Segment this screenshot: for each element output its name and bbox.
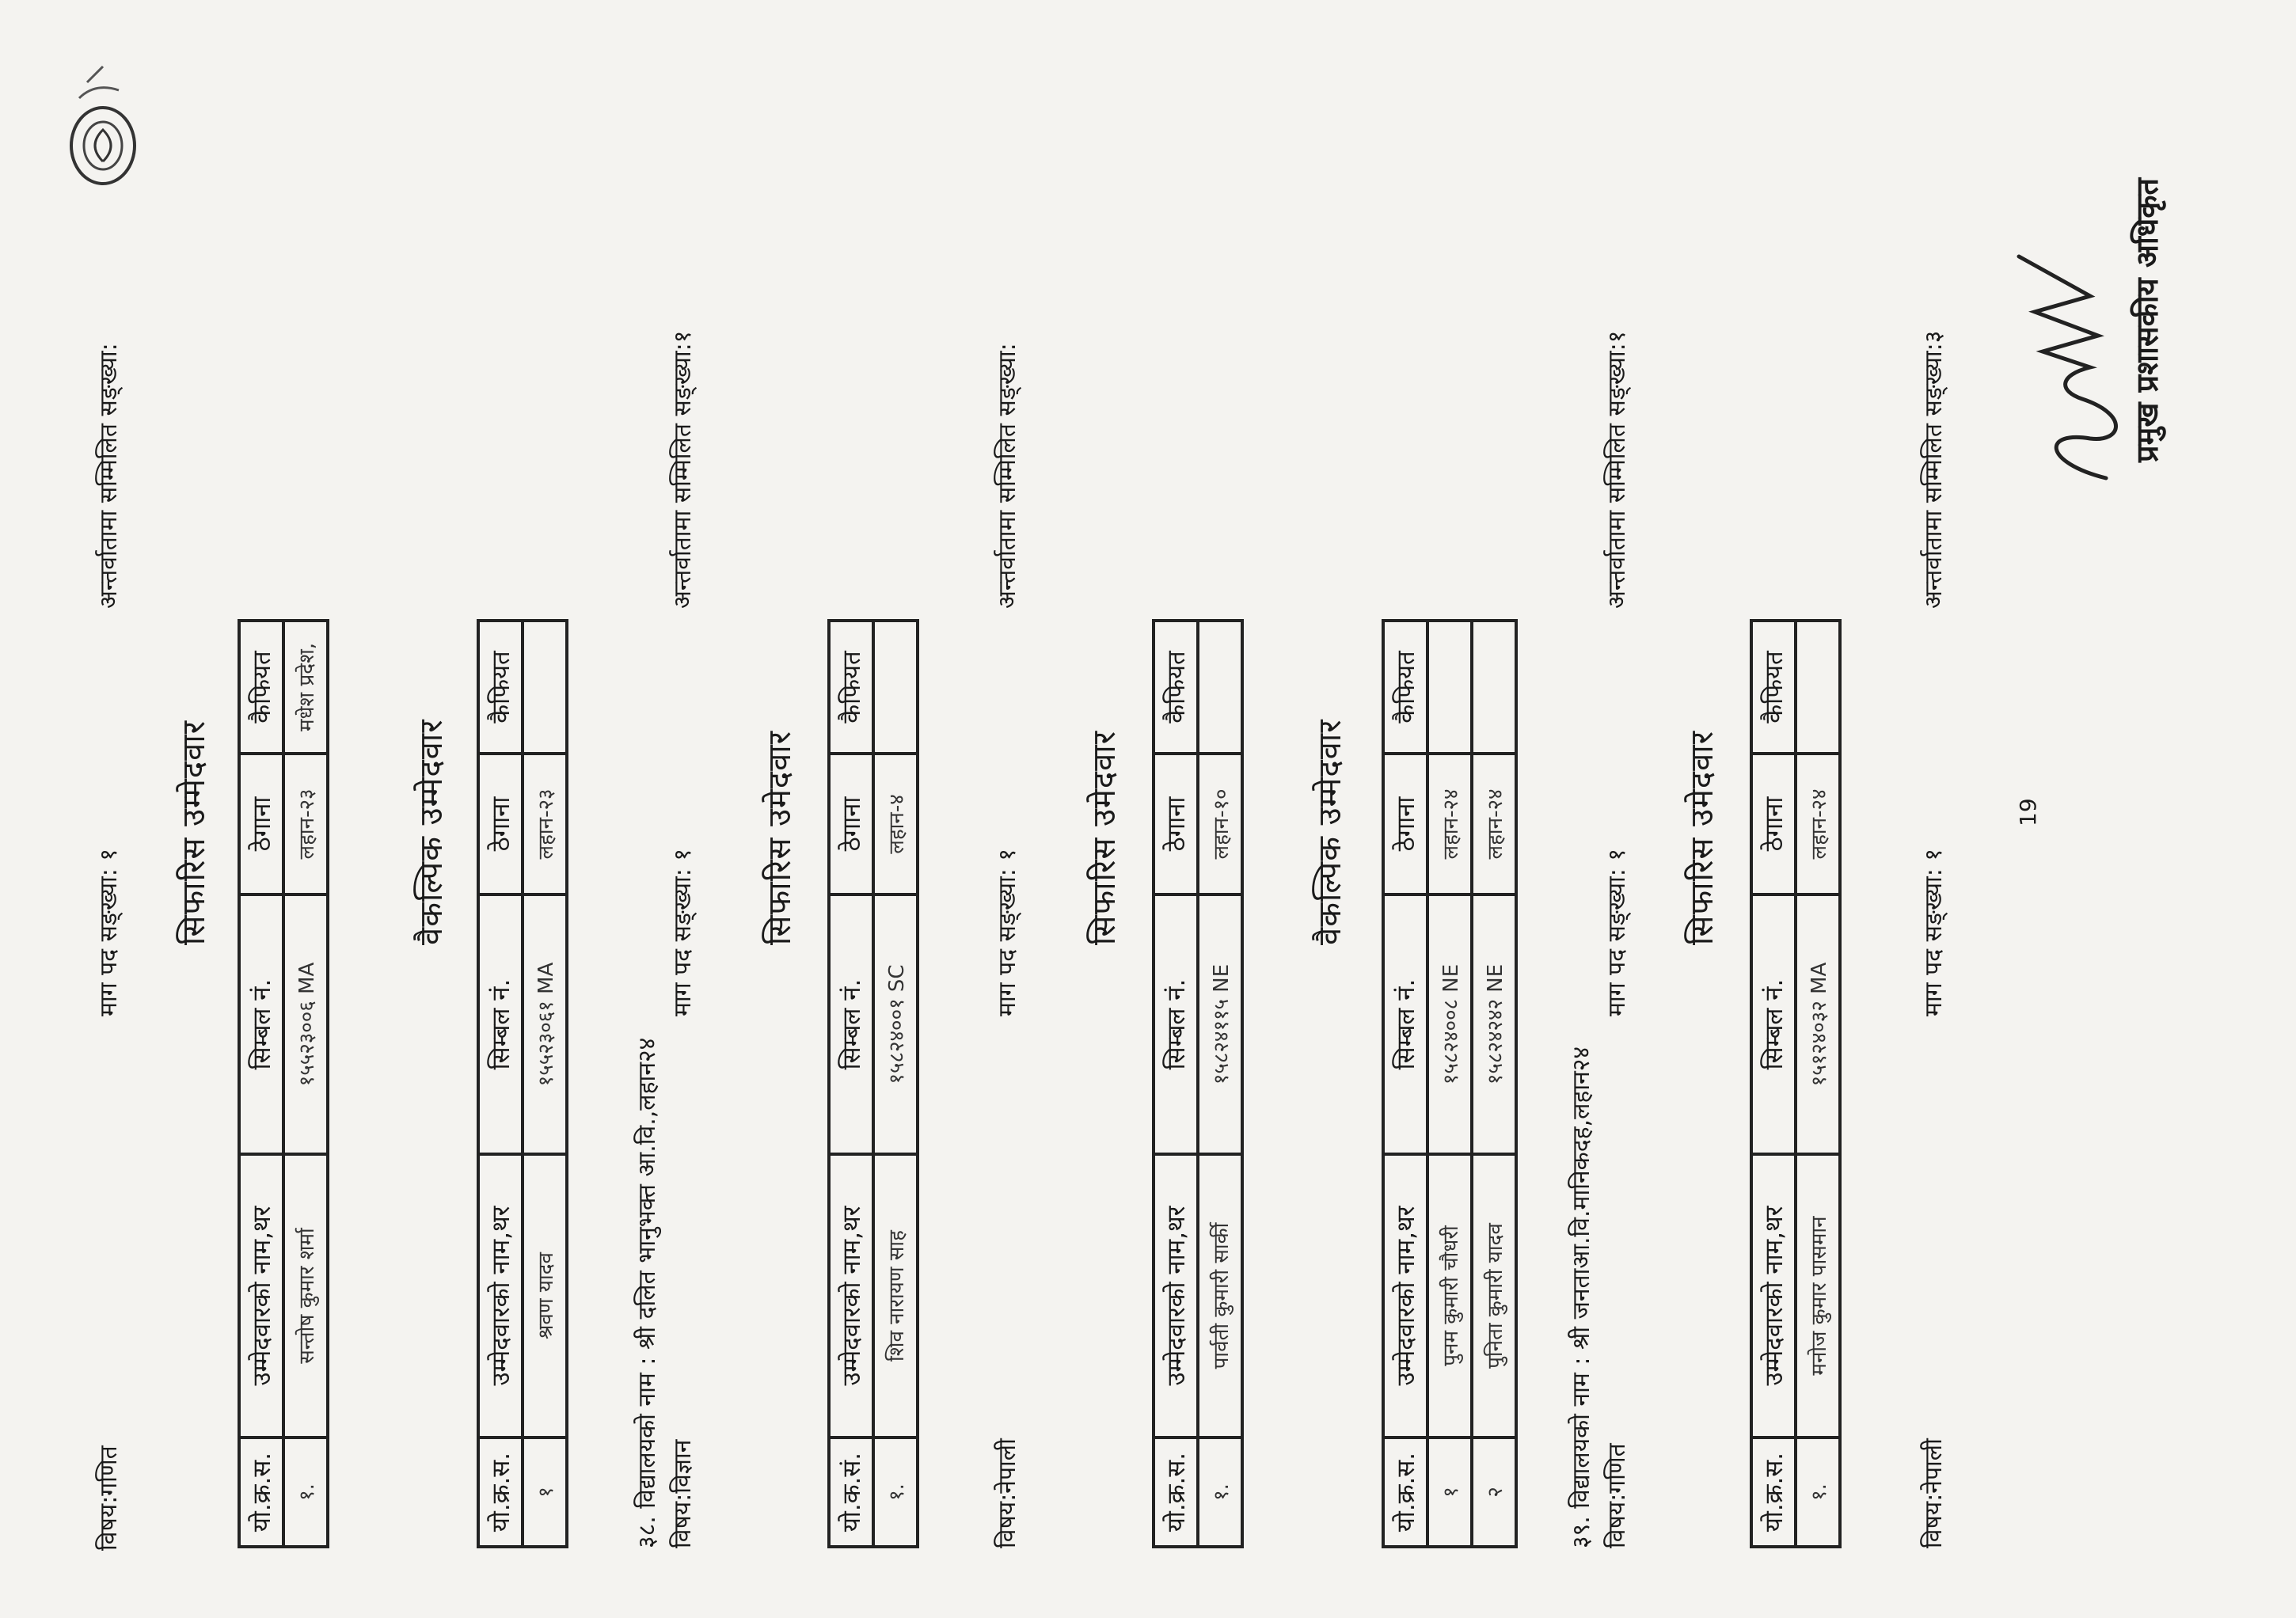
header-name: उम्मेदवारको नाम,थर [478, 1154, 523, 1438]
header-name: उम्मेदवारको नाम,थर [1154, 1154, 1198, 1438]
alternate-table [1382, 619, 1518, 1548]
recommended-heading: सिफारिस उम्मेदवार [176, 720, 212, 945]
cell-symbol: १५५२३०६१ MA [523, 894, 567, 1154]
header-sno: यो.क्र.स. [478, 1438, 523, 1547]
cell-address: लहान-२४ [1796, 754, 1840, 894]
cell-address: लहान-२४ [1427, 754, 1472, 894]
header-symbol: सिम्बल नं. [1154, 894, 1198, 1154]
header-remarks: कैफियत [1751, 621, 1796, 754]
interview-label: अन्तर्वातामा सम्मिलित सङ्ख्या:१ [669, 330, 697, 609]
school-title: ३९. विद्यालयको नाम : श्री जनताआ.वि.मानिकदह,लहान२४ [1568, 1046, 1595, 1548]
cell-sno: १ [1427, 1438, 1472, 1547]
header-sno: यो.क्र.स. [239, 1438, 283, 1547]
table-row [1427, 621, 1472, 1547]
alternate-table [477, 619, 568, 1548]
table-row [1198, 621, 1242, 1547]
cell-symbol: १५५२३००६ MA [283, 894, 328, 1154]
posts-label: माग पद सङ्ख्या: १ [1920, 849, 1948, 1016]
cell-remarks [873, 621, 918, 754]
recommended-table [827, 619, 919, 1548]
posts-label: माग पद सङ्ख्या: १ [1603, 849, 1631, 1016]
recommended-heading: सिफारिस उमेदवार [1086, 730, 1123, 945]
header-symbol: सिम्बल नं. [829, 894, 873, 1154]
header-address: ठेगाना [478, 754, 523, 894]
subject-label: विषय:गणित [95, 1445, 123, 1551]
cell-symbol: १५१२४०३२ MA [1796, 894, 1840, 1154]
table-row [873, 621, 918, 1547]
cell-address: लहान-२३ [523, 754, 567, 894]
table-row [523, 621, 567, 1547]
interview-label: अन्तर्वातामा सम्मिलित सङ्ख्या: [95, 343, 123, 609]
office-seal-icon [55, 43, 150, 201]
cell-name: पुनम कुमारी चौधरी [1427, 1154, 1472, 1438]
cell-name: सन्तोष कुमार शर्मा [283, 1154, 328, 1438]
header-remarks: कैफियत [239, 621, 283, 754]
cell-remarks: मधेश प्रदेश, [283, 621, 328, 754]
signatory-title: प्रमुख प्रशासकीय अधिकृत [2130, 177, 2165, 462]
header-sno: यो.क्र.स. [1154, 1438, 1198, 1547]
header-address: ठेगाना [239, 754, 283, 894]
cell-remarks [1427, 621, 1472, 754]
table-row [1796, 621, 1840, 1547]
cell-name: मनोज कुमार पासमान [1796, 1154, 1840, 1438]
cell-sno: १. [283, 1438, 328, 1547]
header-sno: यो.क्र.स. [1751, 1438, 1796, 1547]
cell-symbol: १५८२४००१ SC [873, 894, 918, 1154]
header-address: ठेगाना [829, 754, 873, 894]
header-symbol: सिम्बल नं. [478, 894, 523, 1154]
interview-label: अन्तर्वातामा सम्मिलित सङ्ख्या:३ [1920, 330, 1948, 609]
subject-label: विषय:गणित [1603, 1443, 1631, 1548]
cell-address: लहान-२३ [283, 754, 328, 894]
cell-sno: २ [1472, 1438, 1516, 1547]
cell-name: पार्वती कुमारी सार्की [1198, 1154, 1242, 1438]
header-sno: यो.क्र.स. [1383, 1438, 1427, 1547]
cell-name: शिव नारायण साह [873, 1154, 918, 1438]
subject-label: विषय:विज्ञान [669, 1439, 697, 1548]
signature-icon [2011, 241, 2138, 494]
cell-name: श्रवण यादव [523, 1154, 567, 1438]
cell-symbol: १५८२४११५ NE [1198, 894, 1242, 1154]
header-remarks: कैफियत [1154, 621, 1198, 754]
cell-name: पुनिता कुमारी यादव [1472, 1154, 1516, 1438]
subject-label: विषय:नेपाली [994, 1438, 1021, 1548]
cell-sno: १. [873, 1438, 918, 1547]
cell-address: लहान-१० [1198, 754, 1242, 894]
school-title: ३८. विद्यालयको नाम : श्री दलित भानुभक्त आ.वि.,लहान२४ [633, 1037, 661, 1548]
recommended-table [1152, 619, 1244, 1548]
posts-label: माग पद सङ्ख्या: १ [994, 849, 1021, 1016]
header-address: ठेगाना [1751, 754, 1796, 894]
cell-symbol: १५८२४००८ NE [1427, 894, 1472, 1154]
cell-symbol: १५८२४२४२ NE [1472, 894, 1516, 1154]
cell-address: लहान-४ [873, 754, 918, 894]
cell-remarks [523, 621, 567, 754]
header-name: उम्मेदवारको नाम,थर [1751, 1154, 1796, 1438]
header-symbol: सिम्बल नं. [239, 894, 283, 1154]
table-row [283, 621, 328, 1547]
cell-remarks [1198, 621, 1242, 754]
cell-address: लहान-२४ [1472, 754, 1516, 894]
subject-label: विषय:नेपाली [1920, 1438, 1948, 1548]
header-symbol: सिम्बल नं. [1751, 894, 1796, 1154]
header-name: उम्मेदवारको नाम,थर [239, 1154, 283, 1438]
cell-sno: १. [1198, 1438, 1242, 1547]
page-number: 19 [2015, 798, 2041, 826]
header-name: उम्मेदवारको नाम,थर [1383, 1154, 1427, 1438]
interview-label: अन्तर्वातामा सम्मिलित सङ्ख्या: [994, 343, 1021, 609]
recommended-table [238, 619, 329, 1548]
cell-sno: १. [1796, 1438, 1840, 1547]
posts-label: माग पद सङ्ख्या: १ [669, 849, 697, 1016]
recommended-heading: सिफारिस उमेदवार [762, 730, 798, 945]
cell-remarks [1472, 621, 1516, 754]
recommended-table [1750, 619, 1842, 1548]
table-row [1472, 621, 1516, 1547]
alternate-heading: वैकल्पिक उम्मेदवार [413, 719, 450, 945]
header-remarks: कैफियत [1383, 621, 1427, 754]
header-symbol: सिम्बल नं. [1383, 894, 1427, 1154]
header-name: उम्मेदवारको नाम,थर [829, 1154, 873, 1438]
cell-remarks [1796, 621, 1840, 754]
recommended-heading: सिफारिस उमेदवार [1684, 730, 1720, 945]
header-sno: यो.क.सं. [829, 1438, 873, 1547]
header-address: ठेगाना [1154, 754, 1198, 894]
header-remarks: कैफियत [478, 621, 523, 754]
cell-sno: १ [523, 1438, 567, 1547]
alternate-heading: वैकल्पिक उम्मेदवार [1312, 719, 1348, 945]
header-address: ठेगाना [1383, 754, 1427, 894]
interview-label: अन्तर्वातामा सम्मिलित सङ्ख्या:१ [1603, 330, 1631, 609]
header-remarks: कैफियत [829, 621, 873, 754]
posts-label: माग पद सङ्ख्या: १ [95, 849, 123, 1016]
